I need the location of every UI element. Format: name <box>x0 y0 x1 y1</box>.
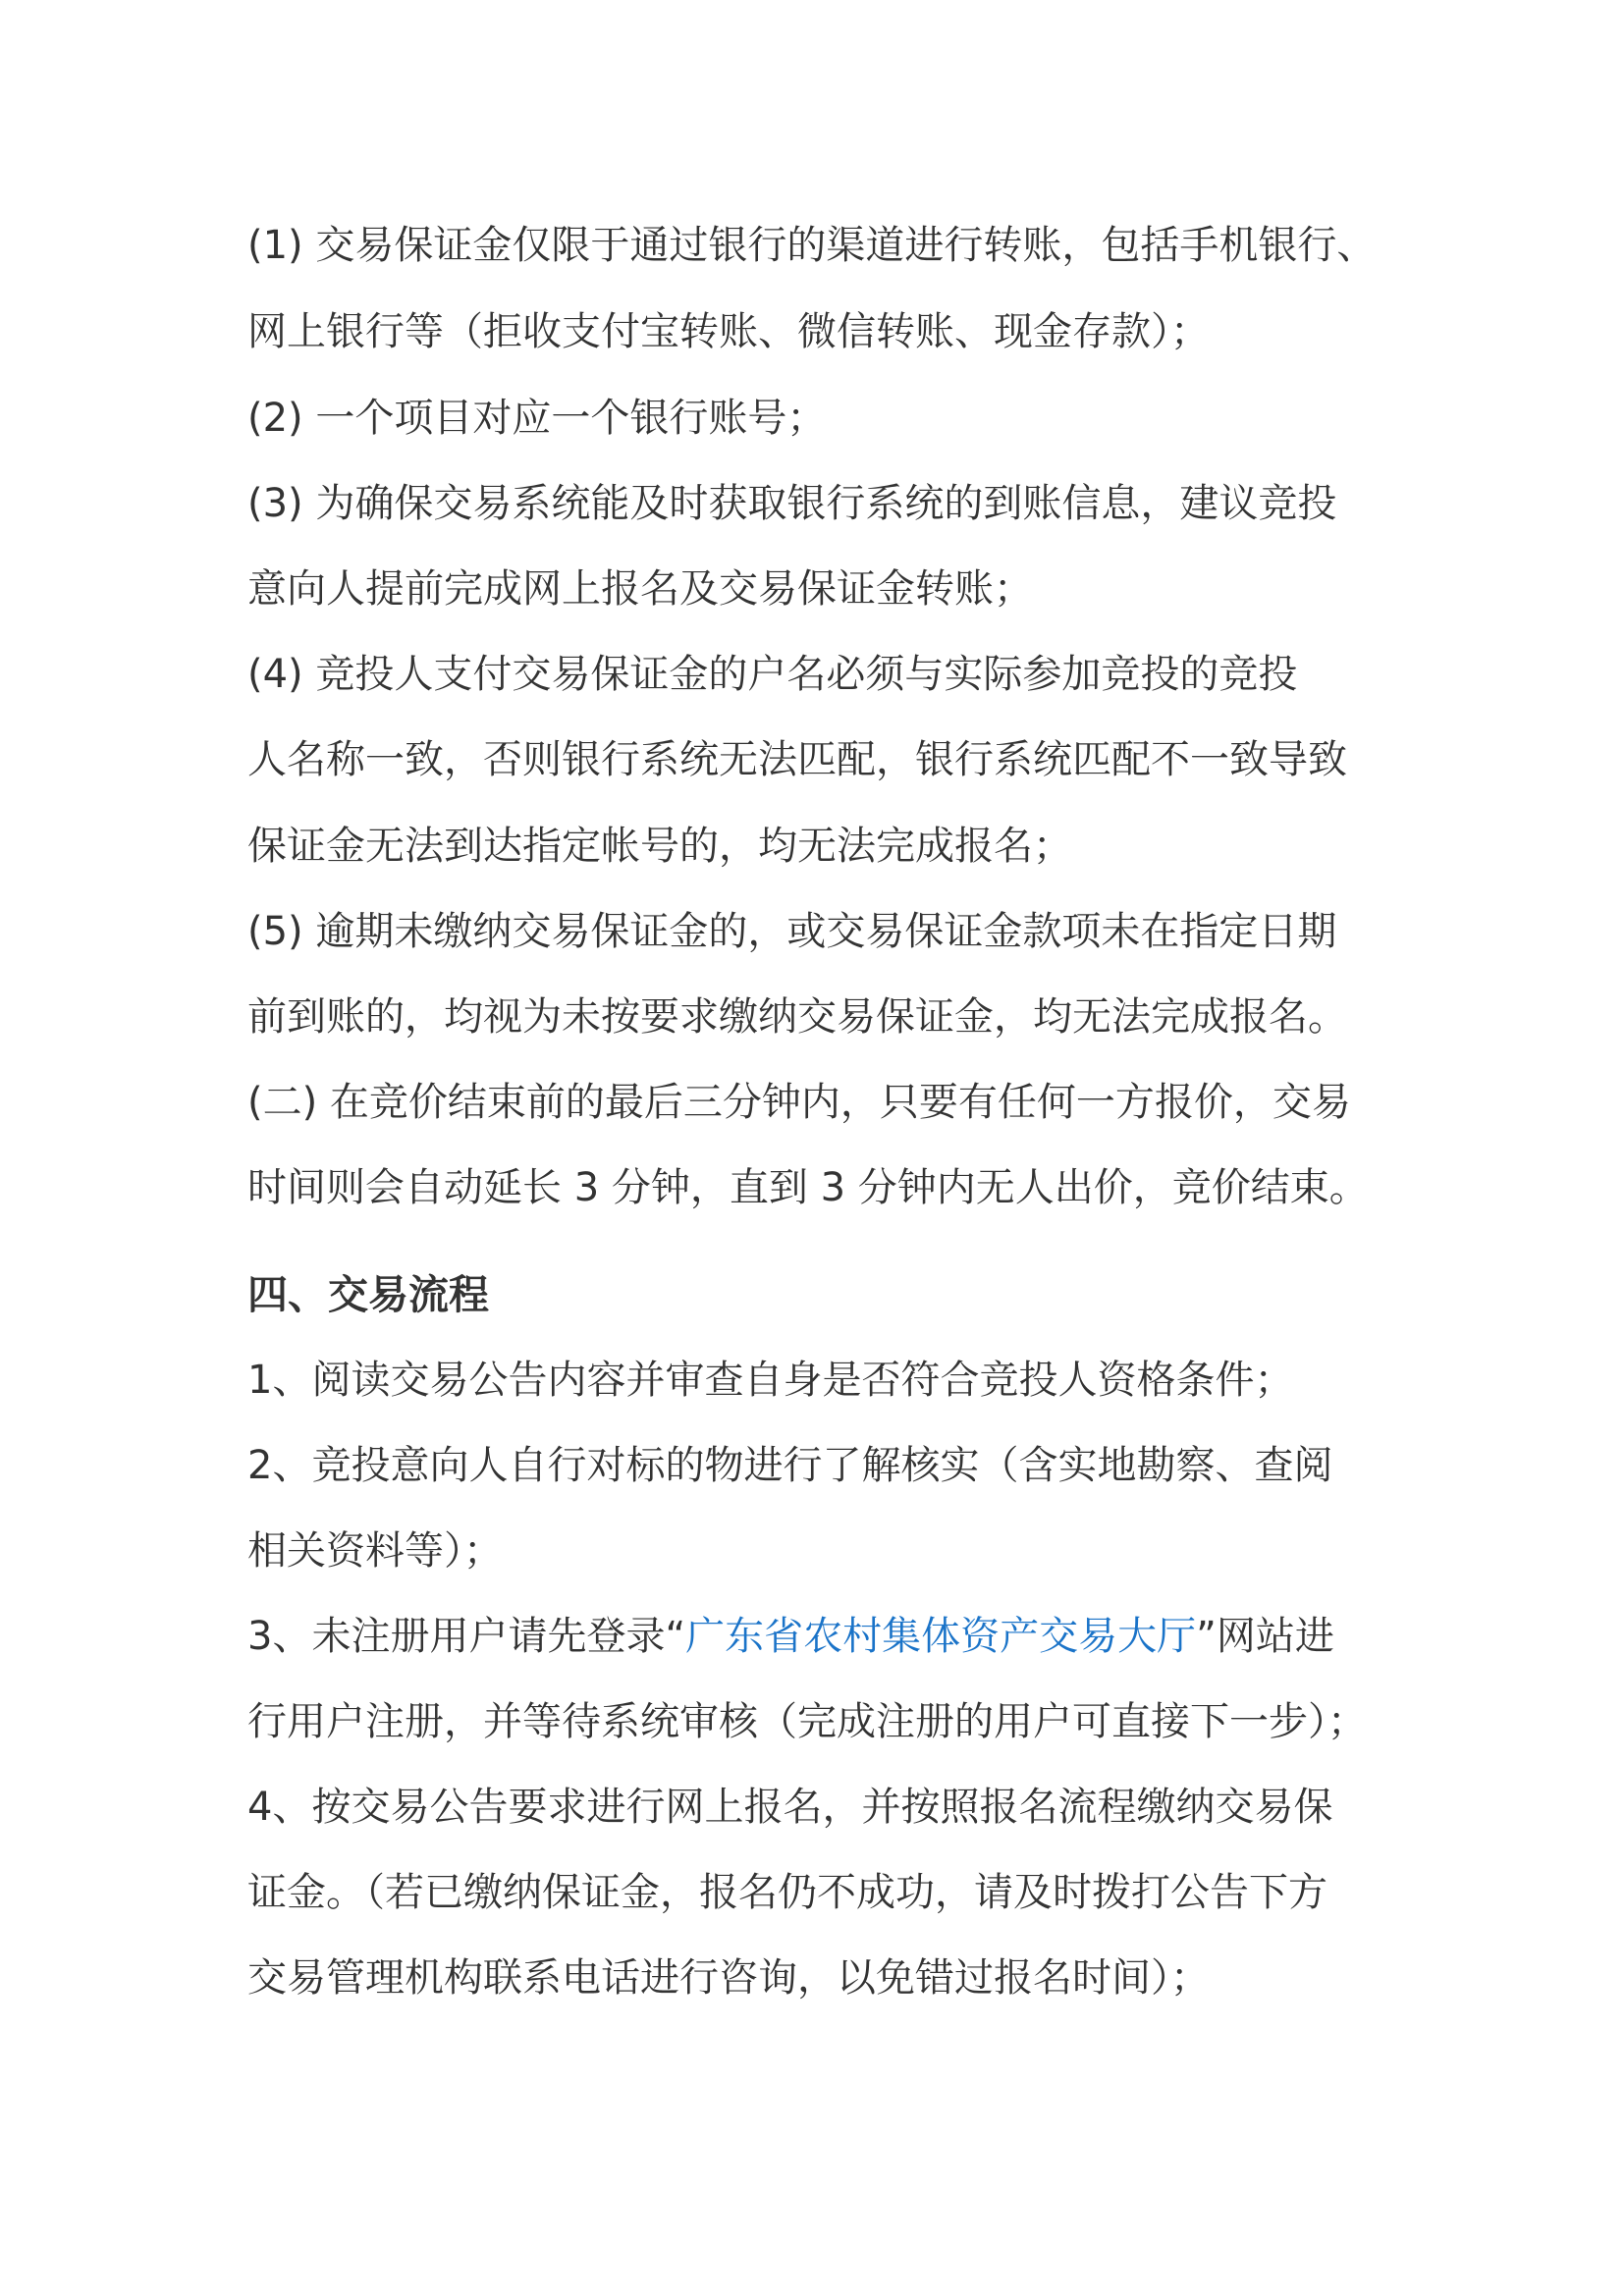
section-heading: 四、交易流程 <box>247 1271 489 1318</box>
step3-suffix: ”网站进 <box>1196 1614 1334 1659</box>
text-line: (4) 竞投人支付交易保证金的户名必须与实际参加竞投的竞投 <box>247 652 1298 697</box>
step-line: 行用户注册，并等待系统审核（完成注册的用户可直接下一步）； <box>247 1699 1367 1744</box>
step-line: 交易管理机构联系电话进行咨询，以免错过报名时间）； <box>247 1955 1210 2001</box>
trading-hall-link[interactable]: 广东省农村集体资产交易大厅 <box>685 1614 1197 1659</box>
text-line: (二) 在竞价结束前的最后三分钟内，只要有任何一方报价，交易 <box>247 1080 1351 1125</box>
step-line-3 <box>247 1613 1334 1660</box>
text-line: 网上银行等（拒收支付宝转账、微信转账、现金存款）； <box>247 309 1210 354</box>
text-line: (3) 为确保交易系统能及时获取银行系统的到账信息，建议竞投 <box>247 481 1337 526</box>
step-line: 1、阅读交易公告内容并审查自身是否符合竞投人资格条件； <box>247 1358 1294 1403</box>
text-line: 人名称一致，否则银行系统无法匹配，银行系统匹配不一致导致 <box>247 737 1347 782</box>
text-line: 保证金无法到达指定帐号的，均无法完成报名； <box>247 824 1072 869</box>
text-line: (5) 逾期未缴纳交易保证金的，或交易保证金款项未在指定日期 <box>247 909 1337 954</box>
text-line: 时间则会自动延长 3 分钟，直到 3 分钟内无人出价，竞价结束。 <box>247 1165 1369 1210</box>
step-line: 证金。（若已缴纳保证金，报名仍不成功，请及时拨打公告下方 <box>247 1870 1327 1915</box>
step3-prefix: 3、未注册用户请先登录“ <box>247 1614 686 1659</box>
text-line: (1) 交易保证金仅限于通过银行的渠道进行转账，包括手机银行、 <box>247 223 1377 268</box>
step-line: 4、按交易公告要求进行网上报名，并按照报名流程缴纳交易保 <box>247 1785 1333 1830</box>
text-line: 意向人提前完成网上报名及交易保证金转账； <box>247 566 1033 612</box>
text-line: (2) 一个项目对应一个银行账号； <box>247 396 827 441</box>
text-line: 前到账的，均视为未按要求缴纳交易保证金，均无法完成报名。 <box>247 994 1347 1040</box>
step-line: 2、竞投意向人自行对标的物进行了解核实（含实地勘察、查阅 <box>247 1443 1333 1488</box>
step-line: 相关资料等）； <box>247 1528 503 1574</box>
